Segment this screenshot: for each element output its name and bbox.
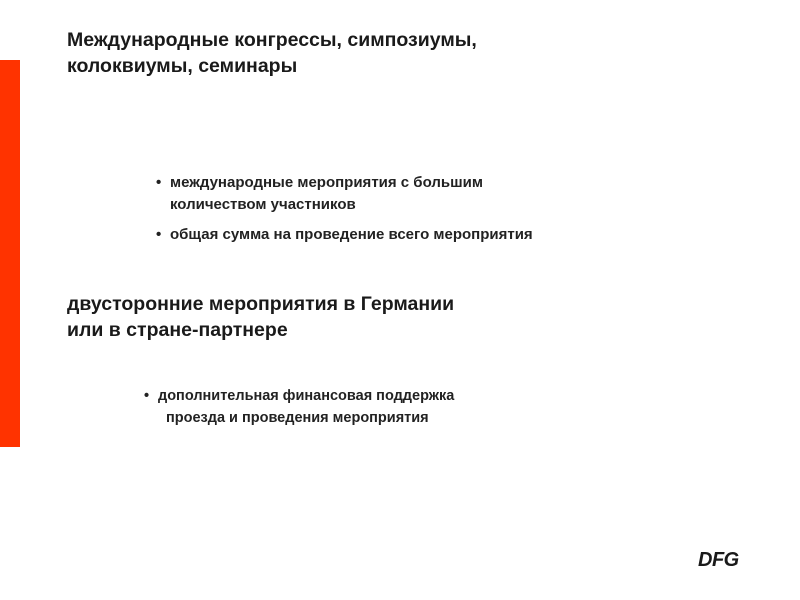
list-item-line: международные мероприятия с большим bbox=[170, 174, 483, 191]
list-item-line: количеством участников bbox=[170, 196, 356, 213]
section-heading-congresses bbox=[67, 27, 477, 79]
section-heading-bilateral bbox=[67, 291, 454, 343]
accent-bar bbox=[0, 60, 20, 447]
heading-line: колоквиумы, семинары bbox=[67, 55, 298, 77]
bullet-icon: • bbox=[144, 388, 150, 404]
list-item bbox=[156, 172, 533, 216]
list-item-line: проезда и проведения мероприятия bbox=[166, 410, 429, 426]
dfg-logo-text: DFG bbox=[698, 549, 739, 569]
bullet-list-congresses bbox=[156, 172, 533, 246]
dfg-logo-mark bbox=[698, 549, 754, 569]
heading-line: двусторонние мероприятия в Германии bbox=[67, 293, 455, 315]
bullet-icon: • bbox=[156, 226, 162, 243]
list-item bbox=[156, 224, 533, 246]
heading-line: или в стране-партнере bbox=[67, 319, 288, 341]
dfg-logo bbox=[698, 549, 754, 569]
bullet-list-bilateral bbox=[144, 385, 454, 429]
heading-line: Международные конгрессы, симпозиумы, bbox=[67, 29, 477, 51]
list-item-line: общая сумма на проведение всего мероприятия bbox=[170, 226, 533, 243]
bullet-icon: • bbox=[156, 174, 162, 191]
list-item bbox=[144, 385, 454, 429]
list-item-line: дополнительная финансовая поддержка bbox=[158, 388, 455, 404]
